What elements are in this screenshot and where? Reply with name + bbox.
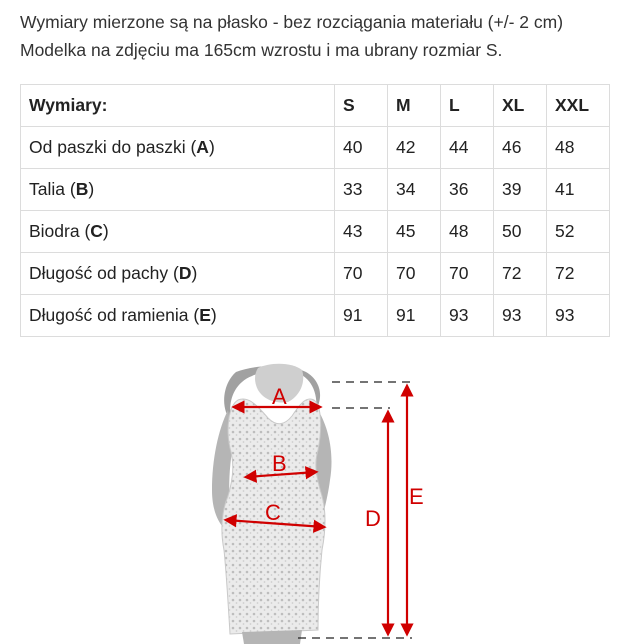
- cell-xl: 93: [494, 295, 547, 337]
- cell-l: 44: [441, 127, 494, 169]
- header-cell-s: S: [335, 85, 388, 127]
- header-cell-l: L: [441, 85, 494, 127]
- row-label: Od paszki do paszki (A): [21, 127, 335, 169]
- label-a: A: [272, 384, 287, 409]
- cell-m: 34: [388, 169, 441, 211]
- cell-s: 40: [335, 127, 388, 169]
- cell-m: 91: [388, 295, 441, 337]
- header-cell-xxl: XXL: [547, 85, 610, 127]
- measurement-diagram: [0, 360, 633, 644]
- row-label: Talia (B): [21, 169, 335, 211]
- cell-s: 43: [335, 211, 388, 253]
- cell-l: 70: [441, 253, 494, 295]
- legs: [242, 630, 302, 644]
- intro-line-1: Wymiary mierzone są na płasko - bez rozciągania materiału (+/- 2 cm): [20, 12, 564, 32]
- cell-m: 42: [388, 127, 441, 169]
- intro-text: [20, 8, 563, 64]
- table-row: [21, 253, 610, 295]
- table-row: [21, 169, 610, 211]
- table-header-row: [21, 85, 610, 127]
- cell-xxl: 41: [547, 169, 610, 211]
- row-label: Długość od pachy (D): [21, 253, 335, 295]
- cell-xl: 46: [494, 127, 547, 169]
- cell-xl: 39: [494, 169, 547, 211]
- cell-xxl: 93: [547, 295, 610, 337]
- table-row: [21, 211, 610, 253]
- header-cell-xl: XL: [494, 85, 547, 127]
- label-d: D: [365, 506, 381, 531]
- header-cell-m: M: [388, 85, 441, 127]
- cell-l: 48: [441, 211, 494, 253]
- cell-xxl: 72: [547, 253, 610, 295]
- cell-xxl: 48: [547, 127, 610, 169]
- table-row: [21, 127, 610, 169]
- intro-line-2: Modelka na zdjęciu ma 165cm wzrostu i ma ubrany rozmiar S.: [20, 40, 503, 60]
- cell-l: 36: [441, 169, 494, 211]
- cell-xxl: 52: [547, 211, 610, 253]
- row-label: Biodra (C): [21, 211, 335, 253]
- cell-xl: 50: [494, 211, 547, 253]
- size-table: [20, 84, 610, 337]
- cell-xl: 72: [494, 253, 547, 295]
- cell-s: 70: [335, 253, 388, 295]
- cell-l: 93: [441, 295, 494, 337]
- label-e: E: [409, 484, 424, 509]
- label-b: B: [272, 451, 287, 476]
- table-row: [21, 295, 610, 337]
- cell-s: 33: [335, 169, 388, 211]
- row-label: Długość od ramienia (E): [21, 295, 335, 337]
- header-cell-measures: Wymiary:: [21, 85, 335, 127]
- cell-m: 70: [388, 253, 441, 295]
- label-c: C: [265, 500, 281, 525]
- cell-m: 45: [388, 211, 441, 253]
- cell-s: 91: [335, 295, 388, 337]
